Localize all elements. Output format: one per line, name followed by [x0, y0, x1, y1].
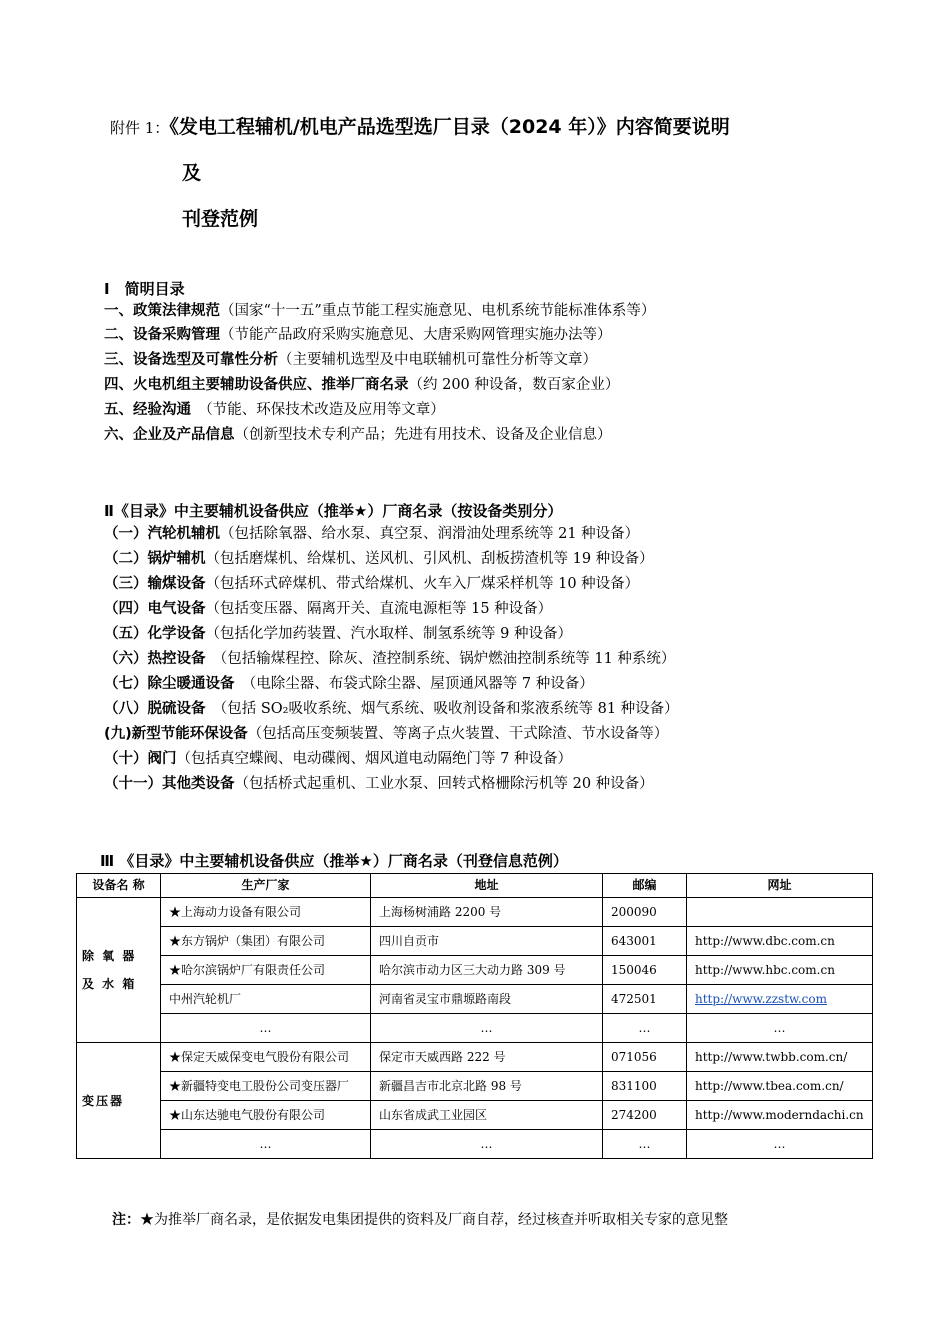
website-link[interactable]: http://www.zzstw.com: [695, 992, 827, 1006]
list-item: 三、设备选型及可靠性分析（主要辅机选型及中电联辅机可靠性分析等文章）: [104, 352, 597, 368]
section-1-list: [104, 300, 864, 448]
header-url: 网址: [687, 874, 873, 898]
list-item: 一、政策法律规范（国家“十一五”重点节能工程实施意见、电机系统节能标准体系等）: [104, 303, 656, 319]
list-item: （七）除尘暖通设备 （电除尘器、布袋式除尘器、屋顶通风器等 7 种设备）: [104, 676, 594, 692]
list-item: 五、经验沟通 （节能、环保技术改造及应用等文章）: [104, 402, 445, 418]
title-main: 《发电工程辅机/机电产品选型选厂目录（2024 年）》内容简要说明: [169, 116, 730, 138]
list-item: （一）汽轮机辅机（包括除氧器、给水泵、真空泵、润滑油处理系统等 21 种设备）: [104, 526, 640, 542]
list-item: (九)新型节能环保设备（包括高压变频装置、等离子点火装置、干式除渣、节水设备等）: [104, 726, 669, 742]
footnote: 注：★为推举厂商名录，是依据发电集团提供的资料及厂商自荐，经过核查并听取相关专家的意见整: [112, 1212, 728, 1228]
table-header-row: [77, 874, 873, 898]
title-prefix: 附件 1：: [110, 119, 170, 137]
title-line-1: [110, 112, 870, 158]
supplier-table: [76, 873, 873, 1159]
list-item: （六）热控设备 （包括输煤程控、除灰、渣控制系统、锅炉燃油控制系统等 11 种系统）: [104, 651, 676, 667]
header-address: 地址: [371, 874, 603, 898]
category-cell: 变压器: [77, 1043, 161, 1159]
table-row: 变压器 ★保定天威保变电气股份有限公司 保定市天威西路 222 号 071056 http://www.twbb.com.cn/: [77, 1043, 873, 1072]
table-row: ★山东达驰电气股份有限公司 山东省成武工业园区 274200 http://www.moderndachi.cn: [77, 1101, 873, 1130]
section-2-list: [104, 522, 864, 797]
table-row: 中州汽轮机厂 河南省灵宝市鼎塬路南段 472501 http://www.zzstw.com: [77, 985, 873, 1014]
list-item: （五）化学设备（包括化学加药装置、汽水取样、制氢系统等 9 种设备）: [104, 626, 572, 642]
table-row: 除 氧 器 及 水 箱 ★上海动力设备有限公司 上海杨树浦路 2200 号 200090: [77, 898, 873, 927]
list-item: （十）阀门（包括真空蝶阀、电动碟阀、烟风道电动隔绝门等 7 种设备）: [104, 751, 572, 767]
title-line-3: 刊登范例: [182, 208, 259, 230]
section-2-heading: Ⅱ《目录》中主要辅机设备供应（推举★）厂商名录（按设备类别分）: [104, 502, 563, 520]
list-item: （八）脱硫设备 （包括 SO₂吸收系统、烟气系统、吸收剂设备和浆液系统等 81 种设备）: [104, 701, 679, 717]
list-item: 四、火电机组主要辅助设备供应、推举厂商名录（约 200 种设备，数百家企业）: [104, 377, 620, 393]
list-item: 六、企业及产品信息（创新型技术专利产品；先进有用技术、设备及企业信息）: [104, 427, 612, 443]
title-line-2: 及: [182, 162, 202, 184]
list-item: （三）输煤设备（包括环式碎煤机、带式给煤机、火车入厂煤采样机等 10 种设备）: [104, 576, 640, 592]
table-row: ★哈尔滨锅炉厂有限责任公司 哈尔滨市动力区三大动力路 309 号 150046 http://www.hbc.com.cn: [77, 956, 873, 985]
list-item: （四）电气设备（包括变压器、隔离开关、直流电源柜等 15 种设备）: [104, 601, 553, 617]
table-row: … … … …: [77, 1014, 873, 1043]
list-item: 二、设备采购管理（节能产品政府采购实施意见、大唐采购网管理实施办法等）: [104, 327, 612, 343]
table-row: … … … …: [77, 1130, 873, 1159]
table-row: ★新疆特变电工股份公司变压器厂 新疆昌吉市北京北路 98 号 831100 http://www.tbea.com.cn/: [77, 1072, 873, 1101]
list-item: （十一）其他类设备（包括桥式起重机、工业水泵、回转式格栅除污机等 20 种设备）: [104, 776, 654, 792]
category-cell: 除 氧 器 及 水 箱: [77, 898, 161, 1043]
header-category: 设备名 称: [77, 874, 161, 898]
document-title: [110, 112, 870, 250]
header-zip: 邮编: [603, 874, 687, 898]
section-3-heading: Ⅲ 《目录》中主要辅机设备供应（推举★）厂商名录（刊登信息范例）: [100, 852, 568, 870]
section-1-heading: Ⅰ 简明目录: [104, 280, 185, 298]
table-row: ★东方锅炉（集团）有限公司 四川自贡市 643001 http://www.dbc.com.cn: [77, 927, 873, 956]
list-item: （二）锅炉辅机（包括磨煤机、给煤机、送风机、引风机、刮板捞渣机等 19 种设备）: [104, 551, 654, 567]
header-maker: 生产厂家: [161, 874, 371, 898]
